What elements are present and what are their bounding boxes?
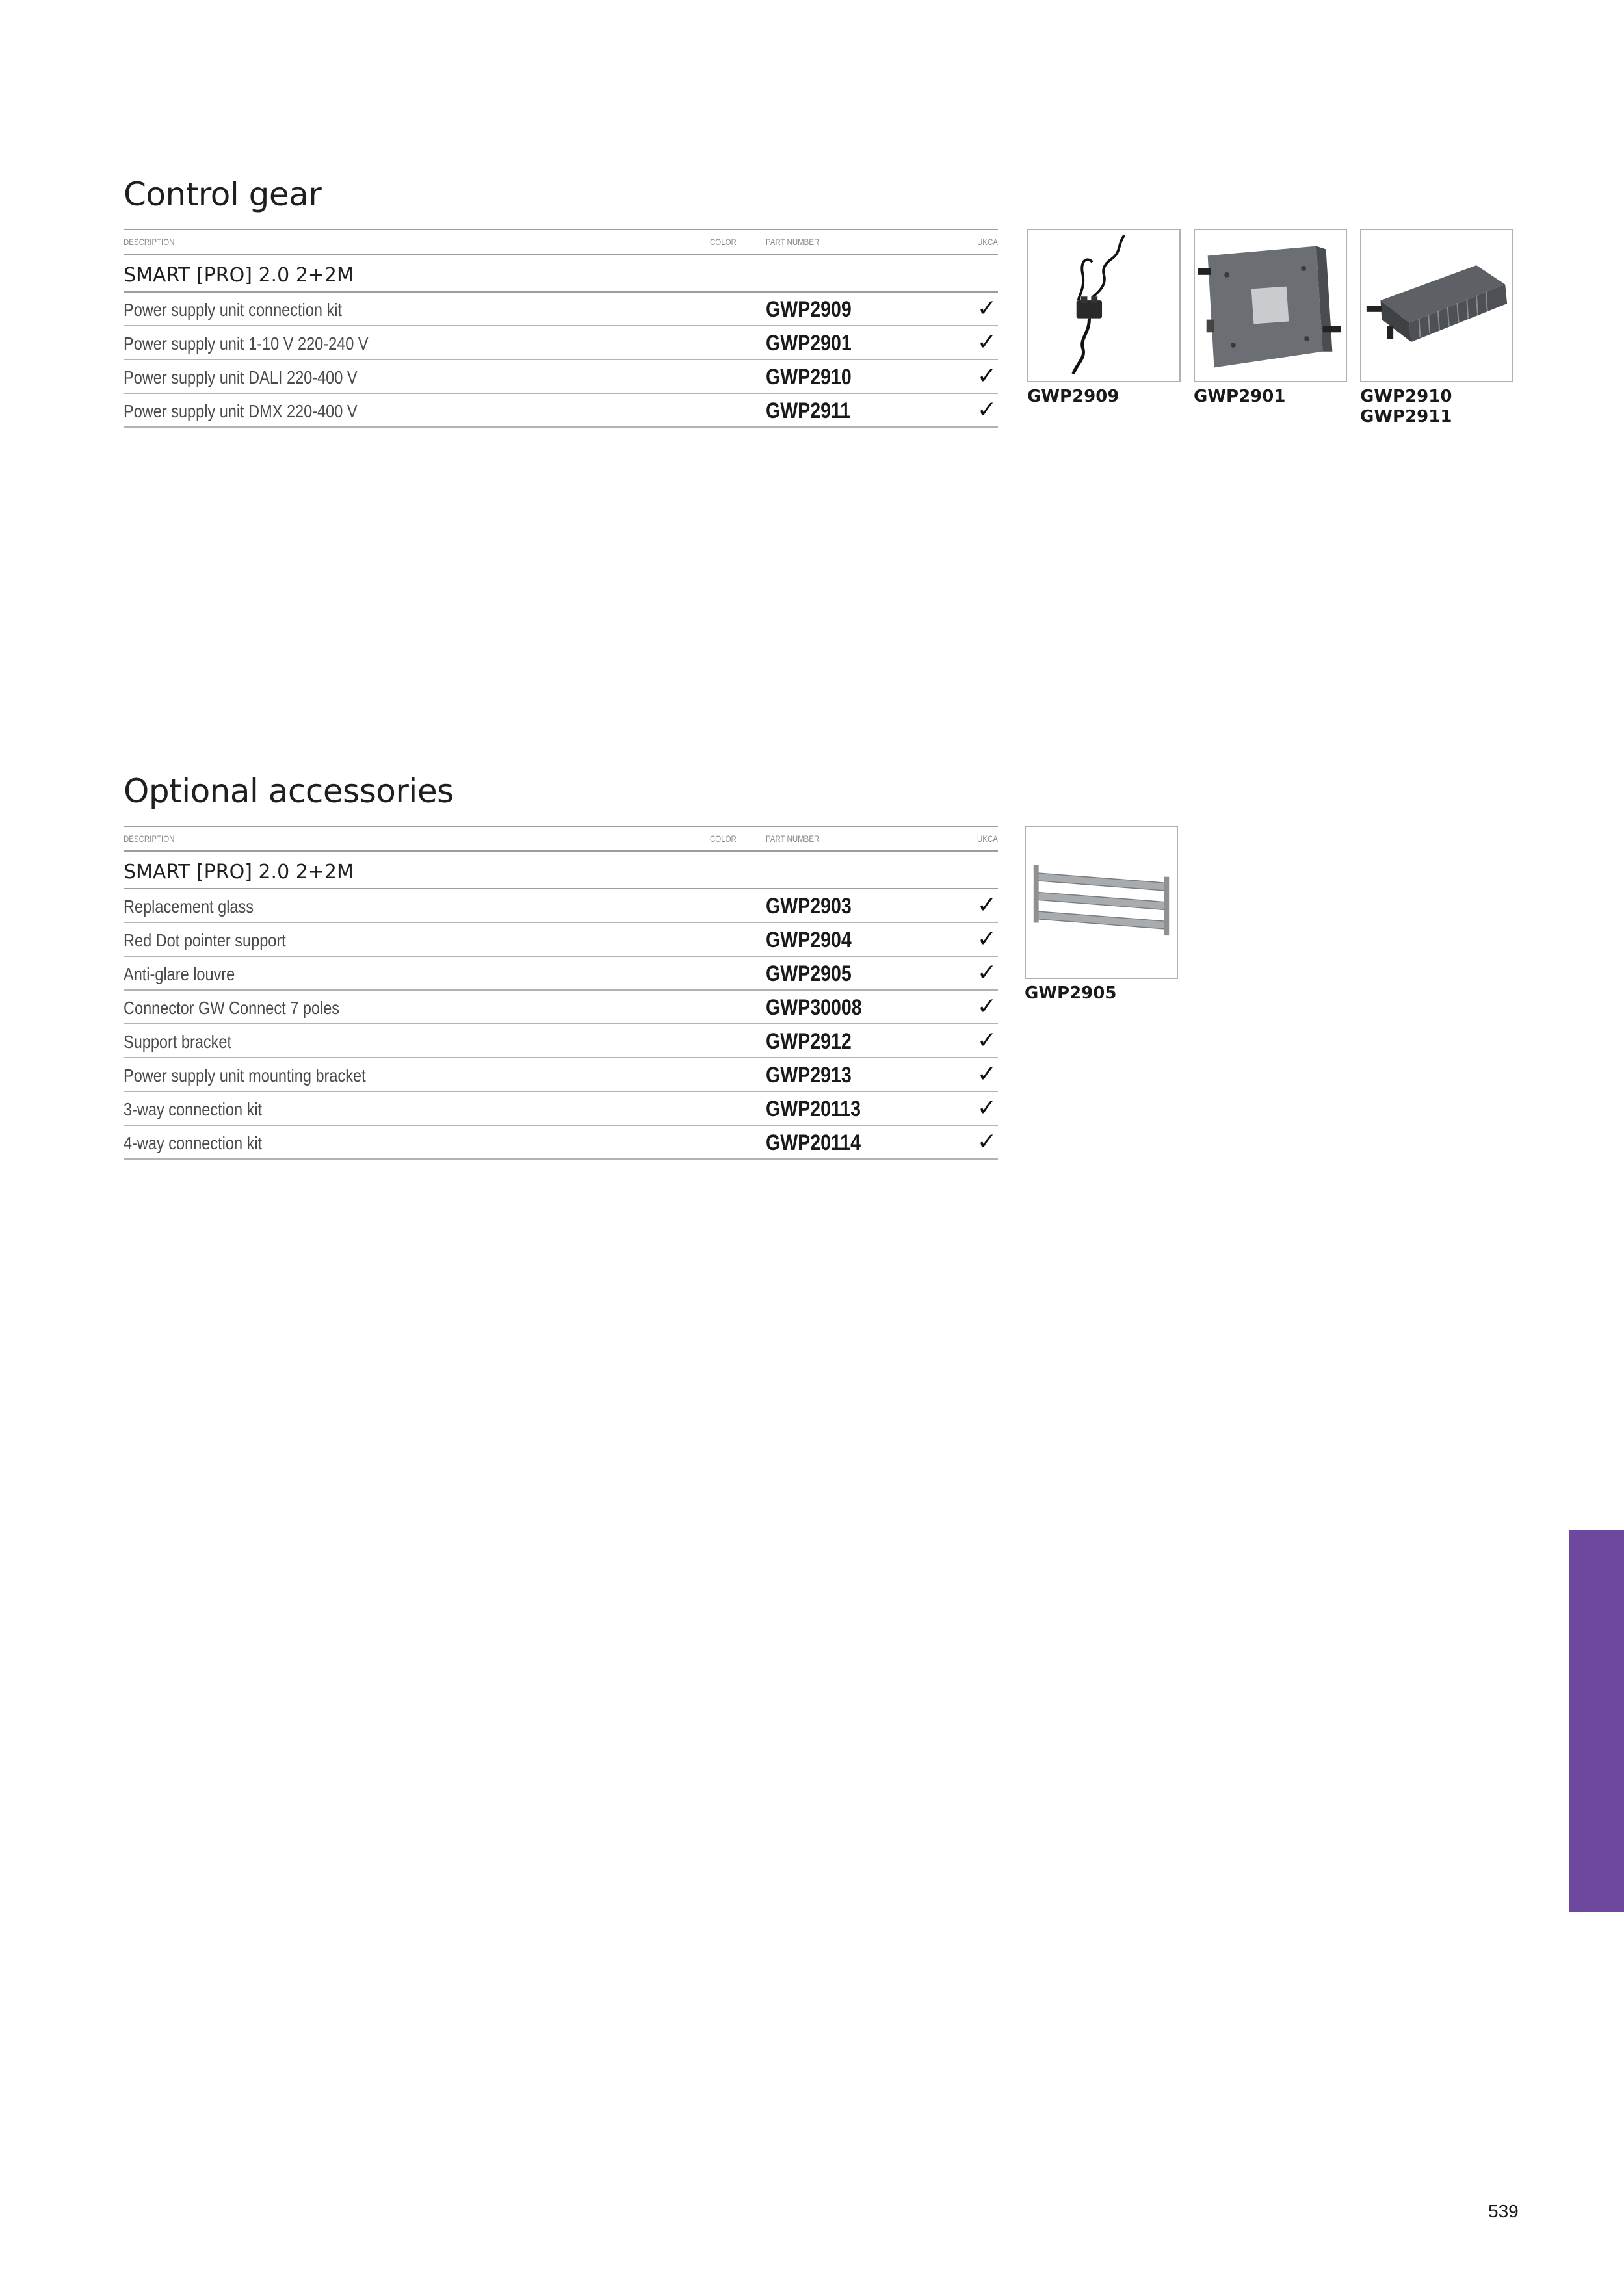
chapter-side-tab [1569,1530,1624,1912]
header-description: DESCRIPTION [124,237,175,247]
ukca-check-icon: ✓ [976,926,997,952]
row-part-number: GWP2905 [766,961,852,986]
table-row [124,1092,998,1126]
caption-line: GWP2910 [1360,387,1452,406]
anti-glare-louvre-image [1025,826,1178,979]
page-number: 539 [1488,2201,1519,2221]
header-ukca: UKCA [977,237,998,247]
image-caption: GWP2909 [1027,387,1120,406]
section-title-control-gear: Control gear [124,176,322,213]
table-row [124,957,998,991]
ukca-check-icon: ✓ [976,1061,997,1088]
header-description: DESCRIPTION [124,833,175,844]
row-description: Power supply unit connection kit [124,300,342,320]
row-description: 4-way connection kit [124,1133,263,1153]
ukca-check-icon: ✓ [976,993,997,1020]
row-part-number: GWP2909 [766,297,852,322]
row-description: 3-way connection kit [124,1099,263,1119]
table-row [124,889,998,923]
ukca-check-icon: ✓ [976,959,997,986]
row-part-number: GWP20113 [766,1097,861,1121]
ukca-check-icon: ✓ [976,295,997,322]
table-row [124,326,998,360]
product-group-heading [124,852,998,889]
header-color: COLOR [710,833,737,844]
table-row [124,923,998,957]
row-part-number: GWP2904 [766,928,852,952]
group-label: SMART [PRO] 2.0 2+2M [124,264,354,287]
ukca-check-icon: ✓ [976,1095,997,1121]
table-row [124,1126,998,1160]
control-gear-table [124,229,998,428]
ukca-check-icon: ✓ [976,329,997,356]
table-row [124,1058,998,1092]
power-supply-box-image [1360,229,1513,382]
product-group-heading [124,255,998,293]
image-caption: GWP2905 [1025,984,1117,1003]
row-part-number: GWP2913 [766,1063,852,1088]
ukca-check-icon: ✓ [976,363,997,389]
table-header [124,229,998,255]
row-description: Power supply unit 1-10 V 220-240 V [124,333,369,354]
table-row [124,394,998,428]
image-caption [1360,387,1452,427]
row-part-number: GWP30008 [766,995,862,1020]
image-caption: GWP2901 [1194,387,1286,406]
row-part-number: GWP2911 [766,398,851,423]
header-part-number: PART NUMBER [766,833,820,844]
power-supply-plate-image [1194,229,1347,382]
ukca-check-icon: ✓ [976,1128,997,1155]
row-description: Red Dot pointer support [124,930,286,950]
header-ukca: UKCA [977,833,998,844]
row-part-number: GWP2912 [766,1029,852,1054]
header-part-number: PART NUMBER [766,237,820,247]
row-description: Power supply unit mounting bracket [124,1065,366,1086]
caption-line: GWP2911 [1360,407,1452,426]
ukca-check-icon: ✓ [976,397,997,423]
ukca-check-icon: ✓ [976,1027,997,1054]
header-color: COLOR [710,237,737,247]
row-description: Support bracket [124,1032,232,1052]
row-description: Replacement glass [124,896,254,917]
section-title-optional-accessories: Optional accessories [124,772,454,810]
row-part-number: GWP2901 [766,331,852,356]
row-description: Power supply unit DALI 220-400 V [124,367,358,387]
row-description: Power supply unit DMX 220-400 V [124,401,358,421]
group-label: SMART [PRO] 2.0 2+2M [124,861,354,883]
row-description: Connector GW Connect 7 poles [124,998,340,1018]
optional-accessories-table [124,826,998,1160]
row-description: Anti-glare louvre [124,964,235,984]
table-header [124,826,998,852]
ukca-check-icon: ✓ [976,892,997,919]
cable-connector-kit-image [1027,229,1181,382]
table-row [124,991,998,1024]
table-row [124,1024,998,1058]
row-part-number: GWP20114 [766,1130,861,1155]
table-row [124,293,998,326]
row-part-number: GWP2903 [766,894,852,919]
row-part-number: GWP2910 [766,365,852,389]
table-row [124,360,998,394]
